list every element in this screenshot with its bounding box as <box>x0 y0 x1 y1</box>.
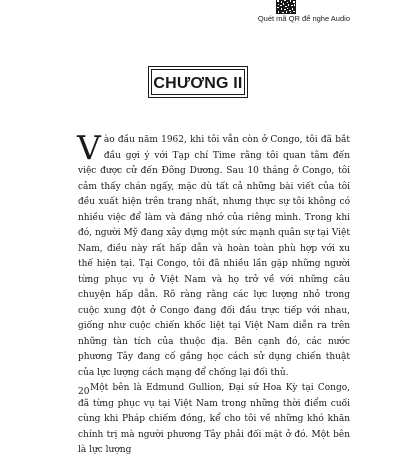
qr-caption: Quét mã QR để nghe Audio <box>257 14 350 23</box>
qr-code-icon[interactable] <box>276 0 296 14</box>
paragraph-1-text: ào đầu năm 1962, khi tôi vẫn còn ở Congo, tôi đã bắt đầu gợi ý với Tạp chí Time rằng tôi quan tâm đến việc được cử đến Đông Dương. Sau 10 tháng ở Congo, tôi cảm thấy chán ngấy, mặc dù tất cả những bài viết của tôi đều xuất hiện trên trang nhất, nhưng thực sự tôi không có nhiều việc để làm và đáng nhớ của riêng mình. Trong khi đó, người Mỹ đang xây dựng một sức mạnh quân sự tại Việt Nam, điều này rất hấp dẫn và hoàn toàn phù hợp với xu thế hiện tại. Tại Congo, tôi đã nhiều lần gặp những người từng phục vụ ở Việt Nam và họ trở về với những câu chuyện hấp dẫn. Rõ ràng rằng các lực lượng nhỏ trong cuộc xung đột ở Congo đang đối đầu trực tiếp với nhau, giống như cuộc chiến khốc liệt tại Việt Nam diễn ra trên những tàn tích của thuộc địa. Bên cạnh đó, các nước phương Tây đang cố gắng học cách sử dụng chiến thuật của lực lượng cách mạng để chống lại đối thủ. <box>78 135 350 378</box>
paragraph-1 <box>77 128 350 381</box>
page-number: 20 <box>78 387 90 397</box>
body-text <box>77 128 350 459</box>
chapter-title: CHƯƠNG II <box>153 74 243 92</box>
chapter-heading-box <box>148 66 248 98</box>
paragraph-2: Một bên là Edmund Gullion, Đại sứ Hoa Kỳ tại Congo, đã từng phục vụ tại Việt Nam trong những thời điểm cuối cùng khi Pháp chiếm đóng, kể cho tôi về những khó khăn chính trị mà người phương Tây phải đối mặt ở đó. Một bên là lực lượng <box>78 383 350 455</box>
drop-cap: V <box>77 128 101 167</box>
